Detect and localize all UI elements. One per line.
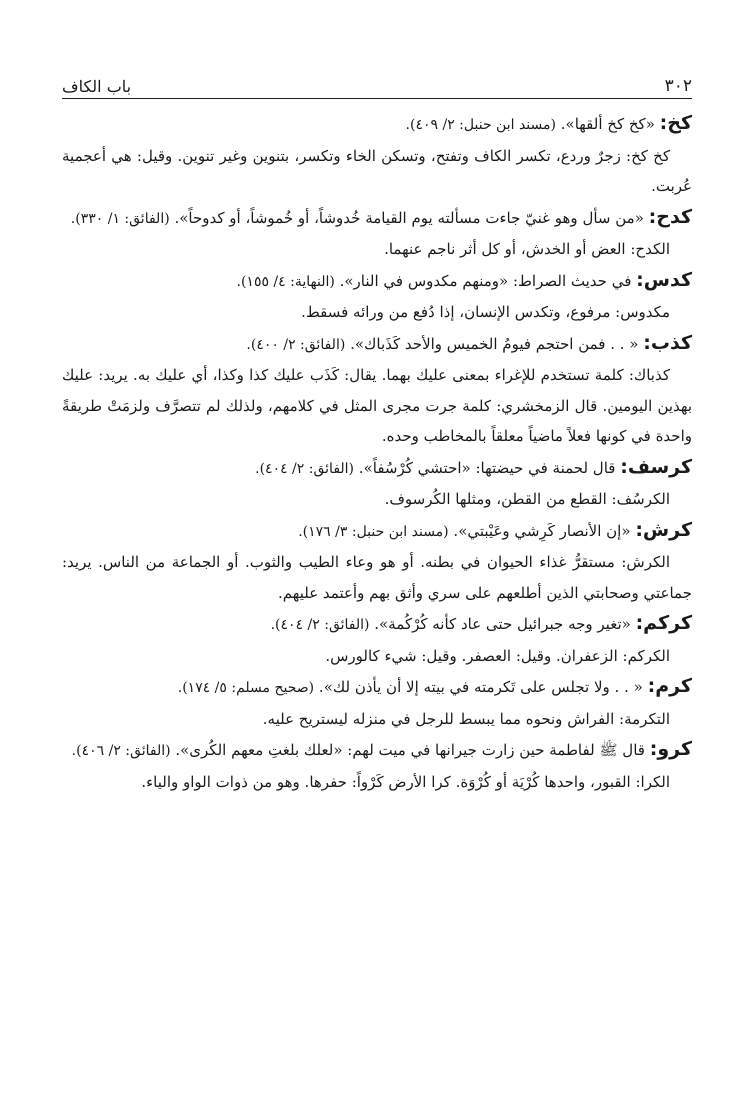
headword: كركم:: [635, 612, 692, 634]
hadith-text: قال ﷺ لفاطمة حين زارت جيرانها في ميت لهم: «لعلك بلغتِ معهم الكُرى».: [170, 741, 645, 759]
reference: (الفائق: ١/ ٣٣٠).: [70, 210, 170, 227]
headword: كرو:: [649, 738, 692, 760]
hadith-text: « . . فمن احتجم فيومُ الخميس والأحد كَذَباك».: [345, 334, 639, 353]
reference: (الفائق: ٢/ ٤٠٤).: [270, 617, 370, 633]
entry-kh: [62, 108, 692, 141]
definition: الكدح: العض أو الخدش، أو كل أثر ناجم عنهما.: [384, 240, 670, 258]
hadith-text: في حديث الصراط: «ومنهم مكدوس في النار».: [334, 271, 632, 290]
entry-krsf: [62, 452, 692, 485]
headword: كرش:: [635, 518, 692, 541]
headword: كدس:: [636, 268, 692, 291]
entry-kdhb: [62, 328, 692, 361]
reference: (الفائق: ٢/ ٤٠٠).: [246, 336, 346, 353]
hadith-text: «تغير وجه جبرائيل حتى عاد كأنه كُرْكُمة».: [369, 615, 631, 633]
definition: الكركم: الزعفران. وقيل: العصفر. وقيل: شيء كالورس.: [325, 646, 670, 665]
entry-krsh: [62, 515, 692, 548]
hadith-text: «كخ كخ ألقها».: [555, 115, 655, 133]
hadith-text: «من سأل وهو غنيّ جاءت مسألته يوم القيامة خُدوشاً، أو خُموشاً، أو كدوحاً».: [169, 208, 644, 227]
headword: كخ:: [659, 112, 692, 134]
reference: (مسند ابن حنبل: ٢/ ٤٠٩).: [405, 117, 556, 133]
entry-kdh: [62, 202, 692, 235]
hadith-text: «إن الأنصار كَرِشي وعَيْبتي».: [448, 521, 631, 540]
chapter-title: باب الكاف: [62, 77, 132, 96]
definition: الكرش: مستقرُّ غذاء الحيوان في بطنه. أو هو وعاء الطيب والثوب. أو الجماعة من الناس. يريد: جماعتي وصحابتي الذين أطلعهم على سري وأثق بهم وأعتمد عليهم.: [62, 553, 692, 602]
reference: (صحيح مسلم: ٥/ ١٧٤).: [177, 680, 315, 696]
definition: كذباك: كلمة تستخدم للإغراء بمعنى عليك بهما. يقال: كَذَب عليك كذا وكذا، أي عليك به. يريد: عليك بهذين اليومين. قال الزمخشري: كلمة جرت مجرى المثل في كلامهم، ولذلك لم تتصرَّف ولزمَتْ طريقةً واحدة في كونها فعلاً ماضياً معلقاً بالمخاطب وحده.: [62, 366, 692, 445]
hadith-text: قال لحمنة في حيضتها: «احتشي كُرْسُفاً».: [354, 458, 616, 477]
reference: (النهاية: ٤/ ١٥٥).: [236, 273, 335, 290]
hadith-text: « . . ولا تجلس على تَكرمته في بيته إلا أن يأذن لك».: [314, 678, 643, 696]
reference: (مسند ابن حنبل: ٣/ ١٧٦).: [298, 523, 449, 540]
headword: كرم:: [647, 675, 692, 697]
headword: كذب:: [643, 331, 692, 354]
headword: كرسف:: [620, 455, 692, 478]
definition: مكدوس: مرفوع، وتكدس الإنسان، إذا دُفع من ورائه فسقط.: [301, 303, 670, 321]
reference: (الفائق: ٢/ ٤٠٤).: [255, 460, 355, 477]
page-header: [62, 66, 692, 96]
entry-krw: [62, 734, 692, 767]
definition: الكرا: القبور، واحدها كُرْيَة أو كُرْوَة. كرا الأرض كَرْواً: حفرها. وهو من ذوات الواو والياء.: [141, 772, 670, 791]
definition: الكرسُف: القطع من القطن، ومثلها الكُرسوف.: [384, 490, 670, 508]
entry-kds: [62, 265, 692, 298]
header-rule: [62, 98, 692, 99]
page-number: ٣٠٢: [664, 76, 692, 96]
definition: كخ كخ: زجرٌ وردع، تكسر الكاف وتفتح، وتسكن الخاء وتكسر، بتنوين وغير تنوين. وقيل: هي أعجمية عُربت.: [62, 146, 692, 195]
entry-krm: [62, 671, 692, 704]
headword: كدح:: [648, 205, 692, 228]
entry-krkm: [62, 608, 692, 641]
entries-list: [62, 108, 692, 797]
definition: التكرمة: الفراش ونحوه مما يبسط للرجل في منزله ليستريح عليه.: [262, 709, 670, 728]
reference: (الفائق: ٢/ ٤٠٦).: [71, 743, 171, 759]
